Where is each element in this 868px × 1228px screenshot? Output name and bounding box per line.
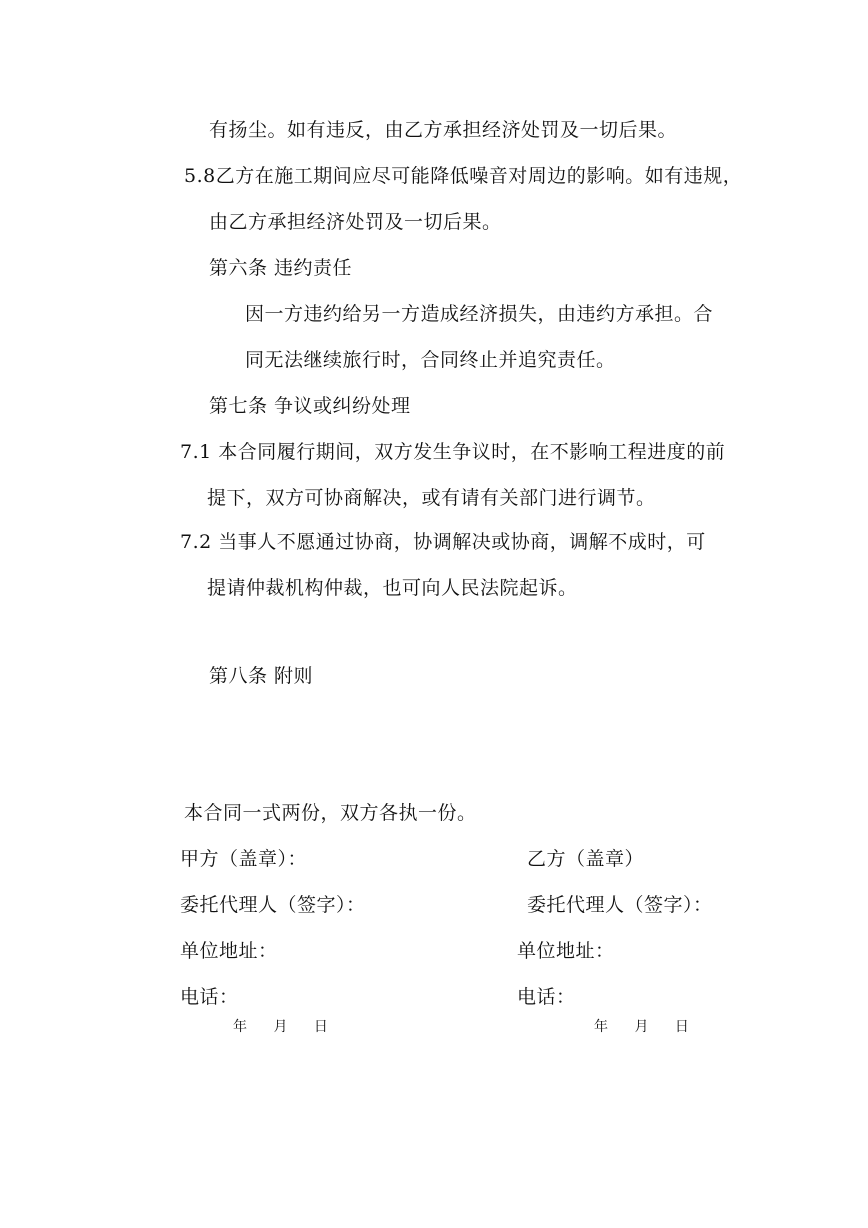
party-b-agent: 委托代理人（签字）： — [527, 894, 713, 916]
party-a-address: 单位地址： — [180, 940, 278, 962]
party-b-seal: 乙方（盖章） — [527, 848, 645, 870]
clause-6-heading: 第六条 违约责任 — [209, 257, 353, 279]
party-b-address: 单位地址： — [517, 940, 615, 962]
party-b-date-year: 年 — [594, 1019, 608, 1035]
clause-7-1-line1: 7.1 本合同履行期间，双方发生争议时，在不影响工程进度的前 — [180, 441, 726, 463]
copies-statement: 本合同一式两份，双方各执一份。 — [184, 802, 477, 824]
clause-5-8-line1: 5.8乙方在施工期间应尽可能降低噪音对周边的影响。如有违规， — [184, 165, 743, 187]
party-b-date-day: 日 — [674, 1019, 689, 1035]
party-a-agent: 委托代理人（签字）： — [180, 894, 366, 916]
clause-7-2-line1: 7.2 当事人不愿通过协商，协调解决或协商，调解不成时，可 — [180, 531, 706, 553]
clause-7-heading: 第七条 争议或纠纷处理 — [209, 395, 411, 417]
party-a-seal: 甲方（盖章）： — [180, 848, 308, 870]
clause-5-7-continuation: 有扬尘。如有违反，由乙方承担经济处罚及一切后果。 — [209, 119, 678, 141]
party-b-date-month: 月 — [634, 1019, 649, 1035]
party-b-phone: 电话： — [517, 986, 576, 1008]
clause-6-line2: 同无法继续旅行时，合同终止并追究责任。 — [245, 349, 616, 371]
party-a-date-month: 月 — [273, 1019, 288, 1035]
party-a-phone: 电话： — [180, 986, 239, 1008]
clause-6-line1: 因一方违约给另一方造成经济损失，由违约方承担。合 — [245, 303, 714, 325]
party-a-date-day: 日 — [313, 1019, 328, 1035]
clause-5-8-line2: 由乙方承担经济处罚及一切后果。 — [209, 211, 502, 233]
clause-7-2-line2: 提请仲裁机构仲裁，也可向人民法院起诉。 — [207, 577, 578, 599]
clause-8-heading: 第八条 附则 — [209, 665, 314, 687]
clause-7-1-line2: 提下，双方可协商解决，或有请有关部门进行调节。 — [207, 487, 656, 509]
party-b-date — [594, 1018, 689, 1036]
party-a-date-year: 年 — [233, 1019, 247, 1035]
party-a-date — [233, 1018, 328, 1036]
